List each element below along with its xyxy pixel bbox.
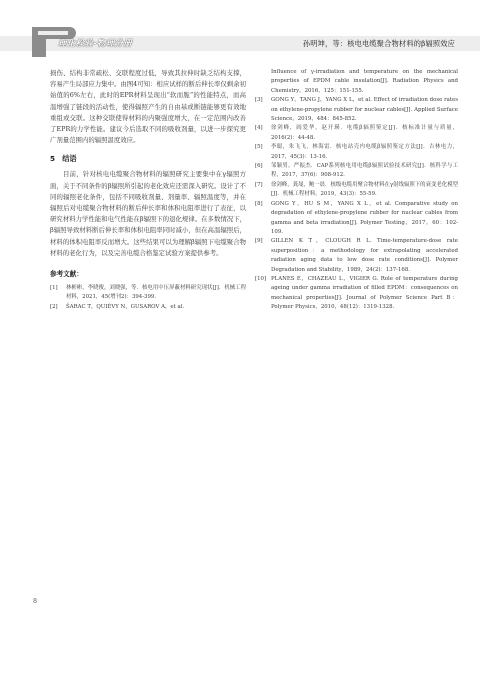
reference-number: [4] <box>255 125 263 132</box>
reference-text: GILLEN K T，CLOUGH R L. Time-temperature-dose rate superposition：a methodology for extrapolating accelerated radiation aging data to low dose rate conditions[J]. Polymer Degradation and Stability，1989，24(2)：137-168. <box>271 238 458 273</box>
reference-item <box>255 143 458 162</box>
reference-number: [10] <box>255 275 267 282</box>
reference-number: [8] <box>255 200 263 207</box>
reference-text: GONG Y，TANG J，YANG X L，et al. Effect of irradiation dose rates on ethylene-propylene rubber for nuclear cables[J]. Applied Surface Science，2019，484：845-852. <box>271 97 458 123</box>
reference-item <box>255 200 458 238</box>
reference-item <box>50 303 246 312</box>
body-paragraph: 目前，针对核电电缆聚合物材料的辐照研究主要集中在γ辐照方面，关于不同条件的β辐照所引起的老化效应还需深入研究。设计了不同的辐照老化条件，包括不同吸收剂量、剂量率、辐照温度等，并在辐照后对电缆聚合物材料的断后伸长率和体积电阻率进行了表征，以研究材料力学性能和电气性能在β辐照下的退化规律。在多数情况下，β辐照导致材料断后伸长率和体积电阻率同时减小，但在高温辐照后，材料的体积电阻率反而增大。这些结果可以为理解β辐照下电缆聚合物材料的老化行为，以及完善电缆合格鉴定试验方案提供参考。 <box>50 170 246 257</box>
reference-text: PLANES E，CHAZEAU L，VIGIER G. Role of temperature during ageing under gamma irradiation of filled EPDM：consequences on mechanical properties[J]. Journal of Polymer Science Part B：Polymer Physics，2010，48(12)：1319-1328. <box>271 275 458 311</box>
reference-continuation <box>255 68 458 96</box>
reference-item <box>50 284 246 303</box>
journal-logo-text: 理化检验-物理分册 <box>58 39 133 49</box>
section-heading: 5 结语 <box>50 154 77 164</box>
reference-item <box>255 275 458 313</box>
reference-number: [2] <box>50 303 58 310</box>
reference-number: [5] <box>255 144 263 151</box>
right-column <box>255 68 458 313</box>
references-title: 参考文献： <box>50 270 83 279</box>
reference-item <box>255 96 458 124</box>
reference-text: 徐剑峰，阎爱华，赵开瑛．电缆β辐照鉴定[J]．核标准计量与质量，2016(2)：44-48. <box>271 125 458 141</box>
body-paragraph: 损伤、结构非常疏松、交联程度过低，导致其拉伸时缺乏结构支撑，容易产生局部应力集中。由图4可知：相应试样的断后伸长率仅剩余初始值的6%左右，此时的EPR材料呈现出“软而脆”的性能特点，而高温增强了链段的活动性，使得辐照产生的自由基或断链能够更有效地重组或交联。这种交联使得材料的内聚强度增大，在一定范围内改善了EPR的力学性能。建议今后选取不同的吸收剂量，以进一步探究更广剂量范围内的辐照温度效应。 <box>50 69 246 145</box>
reference-item <box>255 124 458 143</box>
reference-text: 李聪，朱飞飞，林海雷．核电站壳内电缆β辐照鉴定方法[J]．吉林电力，2017，45(3)：13-16. <box>271 144 458 160</box>
reference-number: [3] <box>255 97 263 104</box>
reference-text: GONG Y，HU S M，YANG X L，et al. Comparative study on degradation of ethylene-propylene rubber for nuclear cables from gamma and beta irradiation[J]. Polymer Testing，2017，60：102-109. <box>271 200 458 235</box>
reference-item <box>255 181 458 200</box>
reference-number: [1] <box>50 285 58 292</box>
reference-text: ŠARAC T，QUIÉVY N，GUSAROV A，et al. <box>66 303 185 310</box>
reference-text: Influence of γ-irradiation and temperature on the mechanical properties of EPDM cable insulation[J]. Radiation Physics and Chemistry，2016，125：151-155. <box>271 69 458 94</box>
reference-item <box>255 237 458 275</box>
page-number: 8 <box>33 597 38 605</box>
reference-text: 林彬彬，李晓俊，刘晓强，等．核电用中压屏蔽材料研究现状[J]．机械工程材料，2021，45(增刊2)：394-399. <box>66 285 246 301</box>
reference-number: [6] <box>255 163 263 170</box>
reference-number: [7] <box>255 181 263 188</box>
running-head: 孙明坤，等：核电电缆聚合物材料的β辐照效应 <box>302 39 455 48</box>
reference-item <box>255 162 458 181</box>
reference-text: 徐剑峰，龚晟，鲍一晨．核级电缆用聚合物材料在γ射线辐照下的衰变老化模型[J]．机械工程材料，2019，43(3)：55-59. <box>271 181 458 198</box>
reference-text: 邹颖男，严振杰．CAP系列核电用电缆β辐照试验技术研究[J]．核科学与工程，2017，37(6)：908-912. <box>271 163 458 179</box>
reference-number: [9] <box>255 238 263 245</box>
left-column <box>50 68 246 312</box>
